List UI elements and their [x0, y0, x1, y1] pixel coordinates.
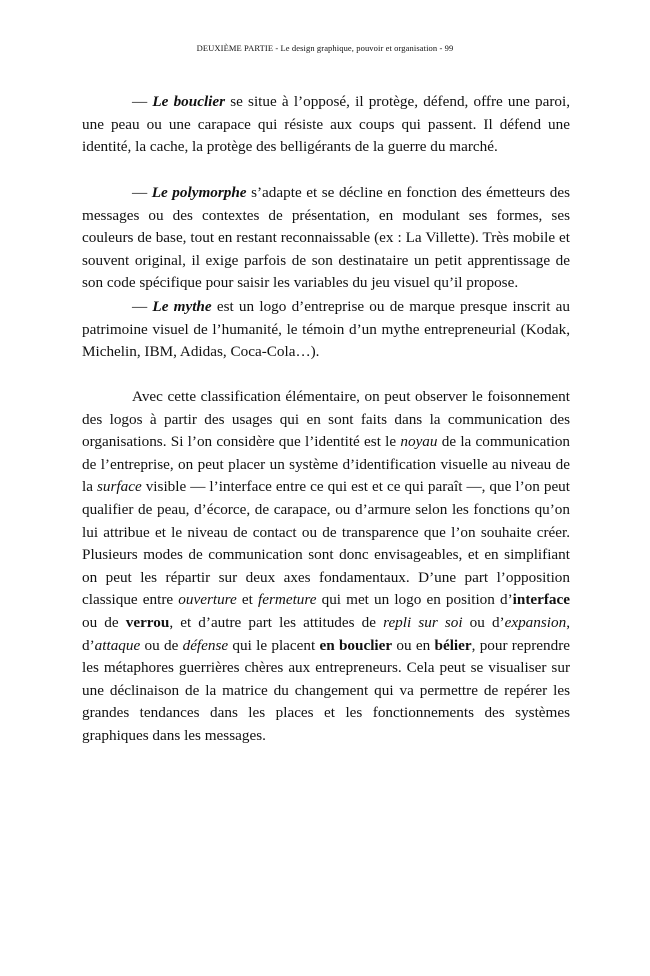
dash: — — [132, 184, 152, 201]
paragraph-polymorphe-text — [82, 182, 570, 295]
text-run: Avec cette classification élémentaire, on peut observer le foisonnement des logos à partir des usages qui en sont faits dans la communication des organisations. Si l’on considère que l’identité est le — [82, 388, 570, 451]
emphasis-verrou: verrou — [125, 613, 170, 631]
text-run: ou d’ — [462, 613, 505, 631]
paragraph-text: est un logo d’entreprise ou de marque presque inscrit au patrimoine visuel de l’humanité, le témoin d’un mythe entrepreneurial (Kodak, Michelin, IBM, Adidas, Coca-Cola…). — [82, 298, 571, 361]
text-run: , et d’autre part les attitudes de — [169, 613, 384, 631]
term-bouclier: Le bouclier — [152, 93, 226, 110]
emphasis-attaque: attaque — [94, 636, 141, 654]
emphasis-belier: bélier — [434, 636, 472, 654]
paragraph-mythe — [82, 296, 570, 364]
emphasis-surface: surface — [96, 478, 142, 496]
emphasis-en-bouclier: en bouclier — [319, 636, 393, 654]
text-run: ou de — [140, 636, 183, 654]
dash: — — [132, 93, 153, 110]
text-run: qui met un logo en position d’ — [316, 591, 513, 609]
paragraph-mythe-text — [82, 296, 570, 364]
text-run: , d’ — [82, 613, 570, 654]
emphasis-noyau: noyau — [400, 433, 438, 451]
running-head: DEUXIÈME PARTIE - Le design graphique, pouvoir et organisation - 99 — [196, 43, 454, 53]
text-run: ou en — [392, 636, 435, 654]
term-polymorphe: Le polymorphe — [151, 184, 247, 201]
paragraph-bouclier — [82, 91, 570, 159]
emphasis-ouverture: ouverture — [178, 591, 237, 609]
dash: — — [132, 298, 153, 315]
paragraph-classification — [82, 386, 570, 748]
emphasis-expansion: expansion — [504, 613, 567, 631]
paragraph-bouclier-text — [82, 91, 570, 159]
text-run: qui le placent — [228, 636, 320, 654]
text-run: de la communication de l’entreprise, on peut placer un système d’identification visuelle au niveau de la — [82, 433, 571, 496]
emphasis-defense: défense — [182, 636, 229, 654]
emphasis-interface: interface — [512, 591, 570, 609]
text-run: , pour reprendre les métaphores guerrières chères aux entrepreneurs. Cela peut se visualiser sur une déclinaison de la matrice du changement qui va permettre de repérer les grandes tendances dans les places et les fonctionnements des systèmes graphiques dans les messages. — [82, 636, 570, 744]
term-mythe: Le mythe — [152, 298, 212, 315]
paragraph-classification-text — [82, 386, 570, 748]
text-run: visible — l’interface entre ce qui est et ce qui paraît —, que l’on peut qualifier de peau, d’écorce, de carapace, ou d’armure selon les fonctions qu’on lui attribue et le niveau de contact ou de transparence que l’on souhaite créer. Plusieurs modes de communication sont donc envisageables, et en simplifiant on peut les répartir sur deux axes fondamentaux. D’une part l’opposition classique entre — [82, 478, 570, 609]
text-run: ou de — [82, 613, 126, 631]
emphasis-fermeture: fermeture — [257, 591, 317, 609]
paragraph-text: se situe à l’opposé, il protège, défend, offre une paroi, une peau ou une carapace qui résiste aux coups qui passent. Il défend une identité, la cache, la protège des belligérants de la guerre du marché. — [82, 93, 571, 156]
emphasis-repli: repli sur soi — [383, 613, 463, 631]
text-run: et — [236, 591, 258, 609]
paragraph-text: s’adapte et se décline en fonction des émetteurs des messages ou des contextes de présentation, en modulant ses formes, ses couleurs de base, tout en restant reconnaissable (ex : La Villette). Très mobile et souvent original, il exige parfois de son destinataire un petit apprentissage de son code spécifique pour saisir les variables du jeu visuel qu’il propose. — [82, 184, 570, 292]
paragraph-polymorphe — [82, 182, 570, 295]
